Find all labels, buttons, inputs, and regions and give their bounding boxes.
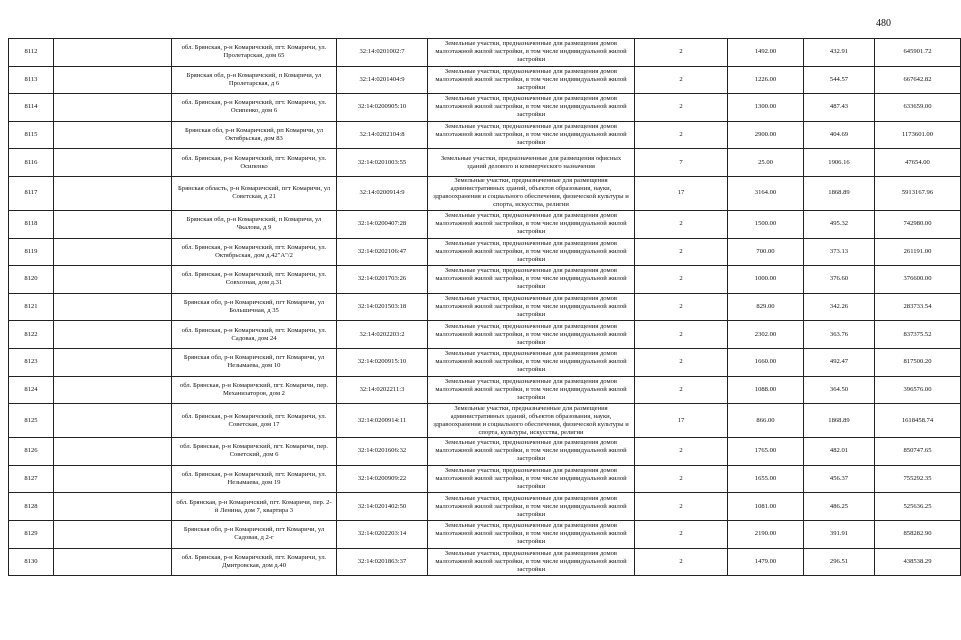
row-number-cell: 8117 (9, 176, 54, 210)
use-group-cell: 2 (635, 321, 728, 349)
owner-cell (54, 121, 172, 149)
area-cell: 700.00 (728, 238, 804, 266)
specific-value-cell: 404.69 (804, 121, 875, 149)
cadastral-number-cell: 32:14:0201606:32 (337, 438, 428, 466)
owner-cell (54, 149, 172, 177)
address-cell: обл. Брянская, р-н Комаричский, пгт. Комаричи, ул. Совхозная, дом д.31 (172, 266, 337, 294)
address-cell: Брянская обл, р-н Комаричский, пгт Комаричи, ул Незымаева, дом 10 (172, 348, 337, 376)
land-use-cell: Земельные участки, предназначенные для размещения домов малоэтажной жилой застройки, в том числе индивидуальной жилой застройки (428, 520, 635, 548)
table-row (9, 66, 961, 94)
area-cell: 1081.00 (728, 493, 804, 521)
owner-cell (54, 266, 172, 294)
area-cell: 1500.00 (728, 210, 804, 238)
use-group-cell: 2 (635, 121, 728, 149)
use-group-cell: 17 (635, 176, 728, 210)
table-row (9, 293, 961, 321)
table-row (9, 121, 961, 149)
table-row (9, 348, 961, 376)
land-use-cell: Земельные участки, предназначенные для размещения домов малоэтажной жилой застройки, в том числе индивидуальной жилой застройки (428, 121, 635, 149)
specific-value-cell: 363.76 (804, 321, 875, 349)
use-group-cell: 2 (635, 266, 728, 294)
cadastral-value-cell: 667642.82 (875, 66, 961, 94)
specific-value-cell: 482.01 (804, 438, 875, 466)
cadastral-value-cell: 837375.52 (875, 321, 961, 349)
row-number-cell: 8121 (9, 293, 54, 321)
cadastral-value-cell: 525636.25 (875, 493, 961, 521)
area-cell: 2900.00 (728, 121, 804, 149)
cadastral-number-cell: 32:14:0201002:7 (337, 39, 428, 67)
cadastral-number-cell: 32:14:0202104:8 (337, 121, 428, 149)
address-cell: обл. Брянская, р-н Комаричский, пгт. Комаричи, пер. 2-й Ленина, дом 7, квартира 3 (172, 493, 337, 521)
area-cell: 1088.00 (728, 376, 804, 404)
land-use-cell: Земельные участки, предназначенные для размещения домов малоэтажной жилой застройки, в том числе индивидуальной жилой застройки (428, 348, 635, 376)
use-group-cell: 2 (635, 548, 728, 576)
cadastral-value-cell: 755292.35 (875, 465, 961, 493)
cadastral-number-cell: 32:14:0201703:26 (337, 266, 428, 294)
land-use-cell: Земельные участки, предназначенные для размещения домов малоэтажной жилой застройки, в том числе индивидуальной жилой застройки (428, 376, 635, 404)
use-group-cell: 2 (635, 438, 728, 466)
cadastral-value-cell: 5913167.96 (875, 176, 961, 210)
table-row (9, 238, 961, 266)
table-row (9, 404, 961, 438)
land-use-cell: Земельные участки, предназначенные для размещения административных зданий, объектов образования, науки, здравоохранения и социального обеспечения, физической культуры и спорта, искусства, религии (428, 176, 635, 210)
address-cell: обл. Брянская, р-н Комаричский, пгт. Комаричи, ул. Пролетарская, дом 65 (172, 39, 337, 67)
use-group-cell: 2 (635, 493, 728, 521)
use-group-cell: 2 (635, 465, 728, 493)
land-use-cell: Земельные участки, предназначенные для размещения домов малоэтажной жилой застройки, в том числе индивидуальной жилой застройки (428, 39, 635, 67)
row-number-cell: 8116 (9, 149, 54, 177)
land-use-cell: Земельные участки, предназначенные для размещения домов малоэтажной жилой застройки, в том числе индивидуальной жилой застройки (428, 266, 635, 294)
area-cell: 25.00 (728, 149, 804, 177)
table-row (9, 465, 961, 493)
land-use-cell: Земельные участки, предназначенные для размещения домов малоэтажной жилой застройки, в том числе индивидуальной жилой застройки (428, 94, 635, 122)
row-number-cell: 8114 (9, 94, 54, 122)
owner-cell (54, 438, 172, 466)
area-cell: 1000.00 (728, 266, 804, 294)
area-cell: 866.00 (728, 404, 804, 438)
table-row (9, 149, 961, 177)
specific-value-cell: 1868.89 (804, 404, 875, 438)
table-row (9, 266, 961, 294)
area-cell: 1765.00 (728, 438, 804, 466)
use-group-cell: 2 (635, 238, 728, 266)
specific-value-cell: 544.57 (804, 66, 875, 94)
row-number-cell: 8113 (9, 66, 54, 94)
cadastral-number-cell: 32:14:0200407:28 (337, 210, 428, 238)
table-row (9, 438, 961, 466)
address-cell: Брянская обл, р-н Комаричский, п Комаричи, ул Чкалова, д 9 (172, 210, 337, 238)
use-group-cell: 2 (635, 348, 728, 376)
table-row (9, 210, 961, 238)
owner-cell (54, 548, 172, 576)
cadastral-number-cell: 32:14:0200905:10 (337, 94, 428, 122)
owner-cell (54, 94, 172, 122)
row-number-cell: 8127 (9, 465, 54, 493)
owner-cell (54, 321, 172, 349)
row-number-cell: 8126 (9, 438, 54, 466)
area-cell: 2302.00 (728, 321, 804, 349)
owner-cell (54, 520, 172, 548)
use-group-cell: 2 (635, 293, 728, 321)
cadastral-value-cell: 283733.54 (875, 293, 961, 321)
owner-cell (54, 465, 172, 493)
page-number: 480 (876, 18, 891, 29)
cadastral-value-cell: 1173601.00 (875, 121, 961, 149)
cadastral-number-cell: 32:14:0201863:37 (337, 548, 428, 576)
owner-cell (54, 404, 172, 438)
specific-value-cell: 486.25 (804, 493, 875, 521)
area-cell: 1655.00 (728, 465, 804, 493)
cadastral-value-cell: 742980.00 (875, 210, 961, 238)
land-use-cell: Земельные участки, предназначенные для размещения офисных зданий делового и коммерческого назначения (428, 149, 635, 177)
land-use-cell: Земельные участки, предназначенные для размещения административных зданий, объектов образования, науки, здравоохранения и социального обеспечения, физической культуры и спорта, культуры, искусства, религии (428, 404, 635, 438)
table-row (9, 94, 961, 122)
address-cell: обл. Брянская, р-н Комаричский, пгт. Комаричи, ул. Октябрьская, дом д.42"А"/2 (172, 238, 337, 266)
cadastral-value-cell: 376600.00 (875, 266, 961, 294)
land-use-cell: Земельные участки, предназначенные для размещения домов малоэтажной жилой застройки, в том числе индивидуальной жилой застройки (428, 493, 635, 521)
specific-value-cell: 1868.89 (804, 176, 875, 210)
use-group-cell: 2 (635, 376, 728, 404)
address-cell: Брянская область, р-н Комаричский, пгт Комаричи, ул Советская, д 21 (172, 176, 337, 210)
address-cell: обл. Брянская, р-н Комаричский, пгт. Комаричи, ул. Осипенко (172, 149, 337, 177)
address-cell: Брянская обл, р-н Комаричский, рп Комаричи, ул Октябрьская, дом 83 (172, 121, 337, 149)
table-body (9, 39, 961, 576)
cadastral-value-cell: 47654.00 (875, 149, 961, 177)
row-number-cell: 8115 (9, 121, 54, 149)
specific-value-cell: 456.37 (804, 465, 875, 493)
specific-value-cell: 373.13 (804, 238, 875, 266)
specific-value-cell: 364.50 (804, 376, 875, 404)
table-row (9, 376, 961, 404)
land-use-cell: Земельные участки, предназначенные для размещения домов малоэтажной жилой застройки, в том числе индивидуальной жилой застройки (428, 465, 635, 493)
address-cell: обл. Брянская, р-н Комаричский, пгт. Комаричи, ул. Осипенко, дом 6 (172, 94, 337, 122)
cadastral-number-cell: 32:14:0201402:50 (337, 493, 428, 521)
cadastral-number-cell: 32:14:0202203:14 (337, 520, 428, 548)
table-row (9, 493, 961, 521)
area-cell: 1492.00 (728, 39, 804, 67)
cadastral-number-cell: 32:14:0200914:11 (337, 404, 428, 438)
address-cell: обл. Брянская, р-н Комаричский, пгт. Комаричи, ул. Незымаева, дом 19 (172, 465, 337, 493)
table-row (9, 39, 961, 67)
table-row (9, 520, 961, 548)
owner-cell (54, 238, 172, 266)
row-number-cell: 8119 (9, 238, 54, 266)
cadastral-value-cell: 396576.00 (875, 376, 961, 404)
cadastral-value-cell: 850747.65 (875, 438, 961, 466)
specific-value-cell: 342.26 (804, 293, 875, 321)
owner-cell (54, 293, 172, 321)
cadastral-number-cell: 32:14:0202203:2 (337, 321, 428, 349)
area-cell: 1479.00 (728, 548, 804, 576)
land-use-cell: Земельные участки, предназначенные для размещения домов малоэтажной жилой застройки, в том числе индивидуальной жилой застройки (428, 66, 635, 94)
cadastral-value-cell: 261191.00 (875, 238, 961, 266)
area-cell: 1660.00 (728, 348, 804, 376)
use-group-cell: 2 (635, 210, 728, 238)
use-group-cell: 7 (635, 149, 728, 177)
address-cell: Брянская обл, р-н Комаричский, пгт Комаричи, ул Садовая, д 2-г (172, 520, 337, 548)
owner-cell (54, 176, 172, 210)
row-number-cell: 8112 (9, 39, 54, 67)
land-use-cell: Земельные участки, предназначенные для размещения домов малоэтажной жилой застройки, в том числе индивидуальной жилой застройки (428, 548, 635, 576)
land-use-cell: Земельные участки, предназначенные для размещения домов малоэтажной жилой застройки, в том числе индивидуальной жилой застройки (428, 293, 635, 321)
cadastral-number-cell: 32:14:0200909:22 (337, 465, 428, 493)
row-number-cell: 8120 (9, 266, 54, 294)
owner-cell (54, 39, 172, 67)
table-row (9, 321, 961, 349)
cadastral-value-cell: 1618458.74 (875, 404, 961, 438)
row-number-cell: 8118 (9, 210, 54, 238)
area-cell: 1226.00 (728, 66, 804, 94)
address-cell: Брянская обл, р-н Комаричский, пгт Комаричи, ул Большичная, д 35 (172, 293, 337, 321)
cadastral-value-cell: 633659.00 (875, 94, 961, 122)
table-row (9, 176, 961, 210)
cadastral-number-cell: 32:14:0201503:18 (337, 293, 428, 321)
owner-cell (54, 493, 172, 521)
land-use-cell: Земельные участки, предназначенные для размещения домов малоэтажной жилой застройки, в том числе индивидуальной жилой застройки (428, 438, 635, 466)
area-cell: 2190.00 (728, 520, 804, 548)
use-group-cell: 2 (635, 94, 728, 122)
address-cell: обл. Брянская, р-н Комаричский, пгт. Комаричи, пер. Советский, дом 6 (172, 438, 337, 466)
row-number-cell: 8130 (9, 548, 54, 576)
row-number-cell: 8123 (9, 348, 54, 376)
cadastral-value-cell: 858282.90 (875, 520, 961, 548)
owner-cell (54, 210, 172, 238)
owner-cell (54, 348, 172, 376)
land-valuation-table (8, 38, 961, 576)
address-cell: обл. Брянская, р-н Комаричский, пгт. Комаричи, ул. Дмитровская, дом д.40 (172, 548, 337, 576)
specific-value-cell: 492.47 (804, 348, 875, 376)
row-number-cell: 8122 (9, 321, 54, 349)
specific-value-cell: 296.51 (804, 548, 875, 576)
use-group-cell: 2 (635, 39, 728, 67)
use-group-cell: 2 (635, 66, 728, 94)
address-cell: Брянская обл, р-н Комаричский, п Комаричи, ул Пролетарская, д 6 (172, 66, 337, 94)
specific-value-cell: 487.43 (804, 94, 875, 122)
cadastral-number-cell: 32:14:0201404:9 (337, 66, 428, 94)
cadastral-number-cell: 32:14:0202211:3 (337, 376, 428, 404)
address-cell: обл. Брянская, р-н Комаричский, пгт. Комаричи, ул. Садовая, дом 24 (172, 321, 337, 349)
land-use-cell: Земельные участки, предназначенные для размещения домов малоэтажной жилой застройки, в том числе индивидуальной жилой застройки (428, 238, 635, 266)
row-number-cell: 8125 (9, 404, 54, 438)
use-group-cell: 2 (635, 520, 728, 548)
land-use-cell: Земельные участки, предназначенные для размещения домов малоэтажной жилой застройки, в том числе индивидуальной жилой застройки (428, 321, 635, 349)
row-number-cell: 8129 (9, 520, 54, 548)
area-cell: 829.00 (728, 293, 804, 321)
area-cell: 1300.00 (728, 94, 804, 122)
cadastral-number-cell: 32:14:0202106:47 (337, 238, 428, 266)
cadastral-number-cell: 32:14:0200915:10 (337, 348, 428, 376)
owner-cell (54, 66, 172, 94)
table-row (9, 548, 961, 576)
land-use-cell: Земельные участки, предназначенные для размещения домов малоэтажной жилой застройки, в том числе индивидуальной жилой застройки (428, 210, 635, 238)
row-number-cell: 8124 (9, 376, 54, 404)
cadastral-value-cell: 817500.20 (875, 348, 961, 376)
cadastral-value-cell: 438538.29 (875, 548, 961, 576)
row-number-cell: 8128 (9, 493, 54, 521)
cadastral-number-cell: 32:14:0200914:9 (337, 176, 428, 210)
use-group-cell: 17 (635, 404, 728, 438)
specific-value-cell: 432.91 (804, 39, 875, 67)
specific-value-cell: 391.91 (804, 520, 875, 548)
address-cell: обл. Брянская, р-н Комаричский, пгт. Комаричи, пер. Механизаторов, дом 2 (172, 376, 337, 404)
specific-value-cell: 376.60 (804, 266, 875, 294)
owner-cell (54, 376, 172, 404)
cadastral-number-cell: 32:14:0201003:55 (337, 149, 428, 177)
cadastral-value-cell: 645901.72 (875, 39, 961, 67)
specific-value-cell: 1906.16 (804, 149, 875, 177)
address-cell: обл. Брянская, р-н Комаричский, пгт. Комаричи, ул. Советская, дом 17 (172, 404, 337, 438)
area-cell: 3164.00 (728, 176, 804, 210)
specific-value-cell: 495.32 (804, 210, 875, 238)
